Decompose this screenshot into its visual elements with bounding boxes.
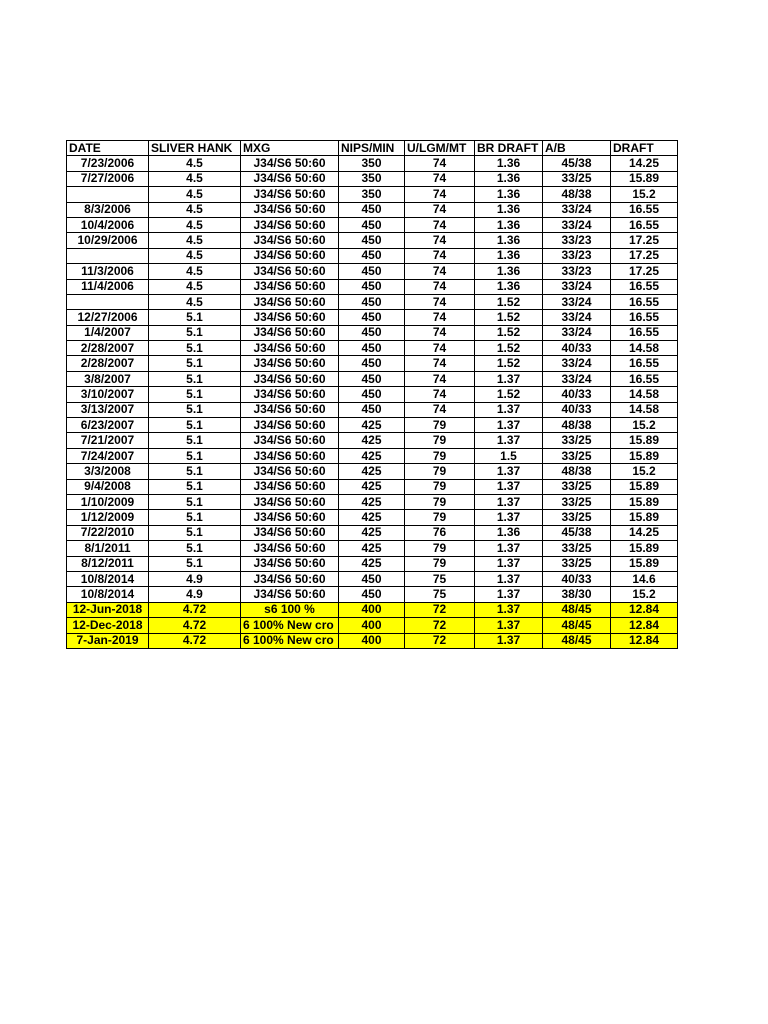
nips-min-cell[interactable]: 425: [339, 433, 405, 448]
nips-min-cell[interactable]: 425: [339, 418, 405, 433]
date-cell[interactable]: 1/12/2009: [67, 510, 149, 525]
mxg-cell[interactable]: J34/S6 50:60: [241, 433, 339, 448]
a-b-cell[interactable]: 33/25: [543, 448, 611, 463]
u-lgm-mt-cell[interactable]: 79: [405, 541, 475, 556]
table-row: [67, 448, 678, 463]
u-lgm-mt-cell[interactable]: 74: [405, 341, 475, 356]
header-mxg[interactable]: MXG: [241, 141, 339, 156]
u-lgm-mt-cell[interactable]: 79: [405, 448, 475, 463]
sliver-hank-cell[interactable]: 4.9: [149, 571, 241, 586]
u-lgm-mt-cell[interactable]: 79: [405, 510, 475, 525]
draft-cell[interactable]: 12.84: [611, 618, 678, 633]
draft-cell[interactable]: 15.89: [611, 541, 678, 556]
table-row: [67, 356, 678, 371]
mxg-cell[interactable]: J34/S6 50:60: [241, 325, 339, 340]
draft-cell[interactable]: 16.55: [611, 310, 678, 325]
u-lgm-mt-cell[interactable]: 74: [405, 217, 475, 232]
sliver-hank-cell[interactable]: 5.1: [149, 418, 241, 433]
table-row: [67, 171, 678, 186]
mxg-cell[interactable]: J34/S6 50:60: [241, 264, 339, 279]
table-row: [67, 525, 678, 540]
date-cell[interactable]: 2/28/2007: [67, 356, 149, 371]
mxg-cell[interactable]: J34/S6 50:60: [241, 587, 339, 602]
mxg-cell[interactable]: J34/S6 50:60: [241, 156, 339, 171]
sliver-hank-cell[interactable]: 4.72: [149, 602, 241, 617]
sliver-hank-cell[interactable]: 4.72: [149, 633, 241, 648]
draft-cell[interactable]: 12.84: [611, 633, 678, 648]
table-row: [67, 371, 678, 386]
nips-min-cell[interactable]: 450: [339, 233, 405, 248]
br-draft-cell[interactable]: 1.37: [475, 556, 543, 571]
sliver-hank-cell[interactable]: 4.9: [149, 587, 241, 602]
date-cell[interactable]: 11/3/2006: [67, 264, 149, 279]
a-b-cell[interactable]: 40/33: [543, 387, 611, 402]
u-lgm-mt-cell[interactable]: 79: [405, 556, 475, 571]
header-a-b[interactable]: A/B: [543, 141, 611, 156]
u-lgm-mt-cell[interactable]: 74: [405, 402, 475, 417]
draft-cell[interactable]: 15.89: [611, 171, 678, 186]
table-row: [67, 310, 678, 325]
date-cell[interactable]: 7/23/2006: [67, 156, 149, 171]
mxg-cell[interactable]: J34/S6 50:60: [241, 217, 339, 232]
br-draft-cell[interactable]: 1.5: [475, 448, 543, 463]
a-b-cell[interactable]: 48/38: [543, 464, 611, 479]
nips-min-cell[interactable]: 425: [339, 494, 405, 509]
a-b-cell[interactable]: 33/24: [543, 371, 611, 386]
sliver-hank-cell[interactable]: 5.1: [149, 341, 241, 356]
sliver-hank-cell[interactable]: 5.1: [149, 371, 241, 386]
mxg-cell[interactable]: J34/S6 50:60: [241, 233, 339, 248]
br-draft-cell[interactable]: 1.37: [475, 402, 543, 417]
table-row: [67, 633, 678, 648]
table-row: [67, 156, 678, 171]
br-draft-cell[interactable]: 1.36: [475, 264, 543, 279]
br-draft-cell[interactable]: 1.52: [475, 310, 543, 325]
date-cell[interactable]: 8/12/2011: [67, 556, 149, 571]
u-lgm-mt-cell[interactable]: 79: [405, 494, 475, 509]
table-body: [67, 156, 678, 649]
sliver-hank-cell[interactable]: 4.5: [149, 187, 241, 202]
draft-cell[interactable]: 14.58: [611, 402, 678, 417]
nips-min-cell[interactable]: 450: [339, 294, 405, 309]
u-lgm-mt-cell[interactable]: 74: [405, 171, 475, 186]
date-cell[interactable]: 3/13/2007: [67, 402, 149, 417]
date-cell[interactable]: 12-Jun-2018: [67, 602, 149, 617]
table-row: [67, 510, 678, 525]
br-draft-cell[interactable]: 1.37: [475, 602, 543, 617]
nips-min-cell[interactable]: 425: [339, 541, 405, 556]
u-lgm-mt-cell[interactable]: 72: [405, 618, 475, 633]
a-b-cell[interactable]: 33/24: [543, 310, 611, 325]
br-draft-cell[interactable]: 1.36: [475, 248, 543, 263]
sliver-hank-cell[interactable]: 4.5: [149, 233, 241, 248]
a-b-cell[interactable]: 33/25: [543, 556, 611, 571]
draft-cell[interactable]: 15.89: [611, 448, 678, 463]
nips-min-cell[interactable]: 425: [339, 525, 405, 540]
nips-min-cell[interactable]: 450: [339, 325, 405, 340]
a-b-cell[interactable]: 33/25: [543, 494, 611, 509]
date-cell[interactable]: 3/3/2008: [67, 464, 149, 479]
draft-cell[interactable]: 16.55: [611, 325, 678, 340]
draft-cell[interactable]: 15.89: [611, 494, 678, 509]
table-row: [67, 294, 678, 309]
mxg-cell[interactable]: J34/S6 50:60: [241, 571, 339, 586]
sliver-hank-cell[interactable]: 5.1: [149, 387, 241, 402]
a-b-cell[interactable]: 33/24: [543, 325, 611, 340]
a-b-cell[interactable]: 33/24: [543, 294, 611, 309]
nips-min-cell[interactable]: 400: [339, 618, 405, 633]
a-b-cell[interactable]: 48/38: [543, 187, 611, 202]
a-b-cell[interactable]: 38/30: [543, 587, 611, 602]
u-lgm-mt-cell[interactable]: 74: [405, 202, 475, 217]
sliver-hank-cell[interactable]: 4.72: [149, 618, 241, 633]
draft-cell[interactable]: 16.55: [611, 202, 678, 217]
mxg-cell[interactable]: J34/S6 50:60: [241, 187, 339, 202]
mxg-cell[interactable]: J34/S6 50:60: [241, 556, 339, 571]
u-lgm-mt-cell[interactable]: 79: [405, 418, 475, 433]
header-draft[interactable]: DRAFT: [611, 141, 678, 156]
br-draft-cell[interactable]: 1.52: [475, 387, 543, 402]
nips-min-cell[interactable]: 450: [339, 217, 405, 232]
nips-min-cell[interactable]: 450: [339, 279, 405, 294]
table-row: [67, 217, 678, 232]
a-b-cell[interactable]: 40/33: [543, 571, 611, 586]
br-draft-cell[interactable]: 1.52: [475, 341, 543, 356]
br-draft-cell[interactable]: 1.37: [475, 479, 543, 494]
sliver-hank-cell[interactable]: 4.5: [149, 264, 241, 279]
u-lgm-mt-cell[interactable]: 74: [405, 356, 475, 371]
u-lgm-mt-cell[interactable]: 72: [405, 602, 475, 617]
sliver-hank-cell[interactable]: 5.1: [149, 479, 241, 494]
sliver-hank-cell[interactable]: 4.5: [149, 156, 241, 171]
br-draft-cell[interactable]: 1.36: [475, 187, 543, 202]
header-nips-min[interactable]: NIPS/MIN: [339, 141, 405, 156]
a-b-cell[interactable]: 33/23: [543, 233, 611, 248]
sliver-hank-cell[interactable]: 4.5: [149, 279, 241, 294]
sliver-hank-cell[interactable]: 4.5: [149, 217, 241, 232]
nips-min-cell[interactable]: 450: [339, 387, 405, 402]
br-draft-cell[interactable]: 1.37: [475, 541, 543, 556]
mxg-cell[interactable]: J34/S6 50:60: [241, 387, 339, 402]
sliver-hank-cell[interactable]: 5.1: [149, 402, 241, 417]
table-row: [67, 202, 678, 217]
date-cell[interactable]: 2/28/2007: [67, 341, 149, 356]
nips-min-cell[interactable]: 450: [339, 571, 405, 586]
draft-cell[interactable]: 17.25: [611, 233, 678, 248]
u-lgm-mt-cell[interactable]: 74: [405, 310, 475, 325]
mxg-cell[interactable]: 6 100% New cro: [241, 618, 339, 633]
br-draft-cell[interactable]: 1.37: [475, 464, 543, 479]
u-lgm-mt-cell[interactable]: 72: [405, 633, 475, 648]
u-lgm-mt-cell[interactable]: 75: [405, 571, 475, 586]
draft-cell[interactable]: 16.55: [611, 356, 678, 371]
a-b-cell[interactable]: 33/25: [543, 510, 611, 525]
draft-cell[interactable]: 16.55: [611, 294, 678, 309]
draft-cell[interactable]: 17.25: [611, 248, 678, 263]
a-b-cell[interactable]: 48/45: [543, 618, 611, 633]
date-cell[interactable]: 8/3/2006: [67, 202, 149, 217]
mxg-cell[interactable]: J34/S6 50:60: [241, 464, 339, 479]
nips-min-cell[interactable]: 350: [339, 171, 405, 186]
table-row: [67, 494, 678, 509]
table-row: [67, 233, 678, 248]
mxg-cell[interactable]: J34/S6 50:60: [241, 294, 339, 309]
nips-min-cell[interactable]: 450: [339, 341, 405, 356]
draft-cell[interactable]: 16.55: [611, 279, 678, 294]
sliver-hank-cell[interactable]: 4.5: [149, 171, 241, 186]
mxg-cell[interactable]: J34/S6 50:60: [241, 371, 339, 386]
date-cell[interactable]: 10/8/2014: [67, 587, 149, 602]
mxg-cell[interactable]: J34/S6 50:60: [241, 448, 339, 463]
table-row: [67, 279, 678, 294]
date-cell[interactable]: 10/4/2006: [67, 217, 149, 232]
br-draft-cell[interactable]: 1.36: [475, 171, 543, 186]
sliver-hank-cell[interactable]: 4.5: [149, 294, 241, 309]
br-draft-cell[interactable]: 1.37: [475, 587, 543, 602]
nips-min-cell[interactable]: 350: [339, 156, 405, 171]
draft-cell[interactable]: 12.84: [611, 602, 678, 617]
draft-cell[interactable]: 14.6: [611, 571, 678, 586]
nips-min-cell[interactable]: 450: [339, 587, 405, 602]
table-row: [67, 325, 678, 340]
nips-min-cell[interactable]: 425: [339, 556, 405, 571]
draft-cell[interactable]: 16.55: [611, 371, 678, 386]
u-lgm-mt-cell[interactable]: 74: [405, 156, 475, 171]
br-draft-cell[interactable]: 1.36: [475, 217, 543, 232]
nips-min-cell[interactable]: 450: [339, 202, 405, 217]
date-cell[interactable]: 3/10/2007: [67, 387, 149, 402]
br-draft-cell[interactable]: 1.37: [475, 510, 543, 525]
br-draft-cell[interactable]: 1.52: [475, 356, 543, 371]
a-b-cell[interactable]: 33/25: [543, 171, 611, 186]
date-cell[interactable]: [67, 248, 149, 263]
br-draft-cell[interactable]: 1.36: [475, 525, 543, 540]
u-lgm-mt-cell[interactable]: 74: [405, 248, 475, 263]
table-row: [67, 479, 678, 494]
mxg-cell[interactable]: J34/S6 50:60: [241, 279, 339, 294]
sliver-hank-cell[interactable]: 5.1: [149, 541, 241, 556]
draft-cell[interactable]: 15.89: [611, 556, 678, 571]
date-cell[interactable]: 7/24/2007: [67, 448, 149, 463]
u-lgm-mt-cell[interactable]: 79: [405, 479, 475, 494]
date-cell[interactable]: 7/27/2006: [67, 171, 149, 186]
sliver-hank-cell[interactable]: 5.1: [149, 494, 241, 509]
u-lgm-mt-cell[interactable]: 74: [405, 187, 475, 202]
date-cell[interactable]: 12/27/2006: [67, 310, 149, 325]
table-row: [67, 602, 678, 617]
date-cell[interactable]: 7/21/2007: [67, 433, 149, 448]
mxg-cell[interactable]: J34/S6 50:60: [241, 494, 339, 509]
u-lgm-mt-cell[interactable]: 74: [405, 325, 475, 340]
u-lgm-mt-cell[interactable]: 74: [405, 233, 475, 248]
br-draft-cell[interactable]: 1.37: [475, 371, 543, 386]
br-draft-cell[interactable]: 1.36: [475, 279, 543, 294]
a-b-cell[interactable]: 48/45: [543, 602, 611, 617]
a-b-cell[interactable]: 33/24: [543, 202, 611, 217]
br-draft-cell[interactable]: 1.37: [475, 494, 543, 509]
date-cell[interactable]: [67, 294, 149, 309]
table-row: [67, 341, 678, 356]
mxg-cell[interactable]: J34/S6 50:60: [241, 341, 339, 356]
table-row: [67, 418, 678, 433]
a-b-cell[interactable]: 45/38: [543, 156, 611, 171]
u-lgm-mt-cell[interactable]: 79: [405, 433, 475, 448]
draft-cell[interactable]: 14.58: [611, 341, 678, 356]
mxg-cell[interactable]: J34/S6 50:60: [241, 202, 339, 217]
a-b-cell[interactable]: 33/23: [543, 248, 611, 263]
nips-min-cell[interactable]: 450: [339, 356, 405, 371]
a-b-cell[interactable]: 40/33: [543, 341, 611, 356]
draft-cell[interactable]: 15.89: [611, 433, 678, 448]
u-lgm-mt-cell[interactable]: 74: [405, 264, 475, 279]
sliver-hank-cell[interactable]: 5.1: [149, 433, 241, 448]
a-b-cell[interactable]: 33/24: [543, 217, 611, 232]
br-draft-cell[interactable]: 1.52: [475, 294, 543, 309]
sliver-hank-cell[interactable]: 5.1: [149, 310, 241, 325]
br-draft-cell[interactable]: 1.37: [475, 571, 543, 586]
table-row: [67, 571, 678, 586]
u-lgm-mt-cell[interactable]: 76: [405, 525, 475, 540]
draft-cell[interactable]: 15.2: [611, 418, 678, 433]
br-draft-cell[interactable]: 1.36: [475, 233, 543, 248]
date-cell[interactable]: [67, 187, 149, 202]
table-row: [67, 402, 678, 417]
a-b-cell[interactable]: 33/23: [543, 264, 611, 279]
mxg-cell[interactable]: J34/S6 50:60: [241, 541, 339, 556]
table-row: [67, 464, 678, 479]
mxg-cell[interactable]: J34/S6 50:60: [241, 356, 339, 371]
nips-min-cell[interactable]: 425: [339, 510, 405, 525]
draft-cell[interactable]: 15.2: [611, 587, 678, 602]
header-u-lgm-mt[interactable]: U/LGM/MT: [405, 141, 475, 156]
br-draft-cell[interactable]: 1.37: [475, 418, 543, 433]
mxg-cell[interactable]: J34/S6 50:60: [241, 510, 339, 525]
a-b-cell[interactable]: 48/45: [543, 633, 611, 648]
br-draft-cell[interactable]: 1.37: [475, 618, 543, 633]
sliver-hank-cell[interactable]: 5.1: [149, 448, 241, 463]
table-row: [67, 541, 678, 556]
a-b-cell[interactable]: 45/38: [543, 525, 611, 540]
date-cell[interactable]: 1/4/2007: [67, 325, 149, 340]
nips-min-cell[interactable]: 450: [339, 371, 405, 386]
nips-min-cell[interactable]: 425: [339, 448, 405, 463]
u-lgm-mt-cell[interactable]: 74: [405, 371, 475, 386]
mxg-cell[interactable]: J34/S6 50:60: [241, 418, 339, 433]
a-b-cell[interactable]: 40/33: [543, 402, 611, 417]
table-row: [67, 433, 678, 448]
nips-min-cell[interactable]: 400: [339, 633, 405, 648]
date-cell[interactable]: 10/29/2006: [67, 233, 149, 248]
mxg-cell[interactable]: J34/S6 50:60: [241, 171, 339, 186]
date-cell[interactable]: 8/1/2011: [67, 541, 149, 556]
a-b-cell[interactable]: 33/25: [543, 479, 611, 494]
sliver-hank-cell[interactable]: 4.5: [149, 202, 241, 217]
br-draft-cell[interactable]: 1.37: [475, 633, 543, 648]
nips-min-cell[interactable]: 400: [339, 602, 405, 617]
br-draft-cell[interactable]: 1.37: [475, 433, 543, 448]
table-row: [67, 587, 678, 602]
spreadsheet-table: [66, 140, 678, 649]
draft-cell[interactable]: 17.25: [611, 264, 678, 279]
header-sliver-hank[interactable]: SLIVER HANK: [149, 141, 241, 156]
table-row: [67, 248, 678, 263]
date-cell[interactable]: 7-Jan-2019: [67, 633, 149, 648]
a-b-cell[interactable]: 33/25: [543, 541, 611, 556]
header-row: [67, 141, 678, 156]
u-lgm-mt-cell[interactable]: 75: [405, 587, 475, 602]
mxg-cell[interactable]: J34/S6 50:60: [241, 310, 339, 325]
br-draft-cell[interactable]: 1.52: [475, 325, 543, 340]
table-row: [67, 387, 678, 402]
date-cell[interactable]: 1/10/2009: [67, 494, 149, 509]
sliver-hank-cell[interactable]: 5.1: [149, 464, 241, 479]
sliver-hank-cell[interactable]: 5.1: [149, 510, 241, 525]
a-b-cell[interactable]: 48/38: [543, 418, 611, 433]
draft-cell[interactable]: 14.25: [611, 525, 678, 540]
sliver-hank-cell[interactable]: 5.1: [149, 325, 241, 340]
table-row: [67, 618, 678, 633]
header-date[interactable]: DATE: [67, 141, 149, 156]
draft-cell[interactable]: 14.25: [611, 156, 678, 171]
table-row: [67, 264, 678, 279]
mxg-cell[interactable]: J34/S6 50:60: [241, 479, 339, 494]
br-draft-cell[interactable]: 1.36: [475, 156, 543, 171]
nips-min-cell[interactable]: 450: [339, 264, 405, 279]
date-cell[interactable]: 6/23/2007: [67, 418, 149, 433]
nips-min-cell[interactable]: 425: [339, 464, 405, 479]
mxg-cell[interactable]: J34/S6 50:60: [241, 248, 339, 263]
draft-cell[interactable]: 16.55: [611, 217, 678, 232]
u-lgm-mt-cell[interactable]: 74: [405, 294, 475, 309]
mxg-cell[interactable]: J34/S6 50:60: [241, 402, 339, 417]
nips-min-cell[interactable]: 450: [339, 402, 405, 417]
draft-cell[interactable]: 15.2: [611, 187, 678, 202]
a-b-cell[interactable]: 33/25: [543, 433, 611, 448]
sliver-hank-cell[interactable]: 5.1: [149, 556, 241, 571]
table-row: [67, 556, 678, 571]
table-row: [67, 187, 678, 202]
date-cell[interactable]: 9/4/2008: [67, 479, 149, 494]
u-lgm-mt-cell[interactable]: 74: [405, 279, 475, 294]
sliver-hank-cell[interactable]: 5.1: [149, 356, 241, 371]
nips-min-cell[interactable]: 450: [339, 248, 405, 263]
header-br-draft[interactable]: BR DRAFT: [475, 141, 543, 156]
nips-min-cell[interactable]: 350: [339, 187, 405, 202]
draft-cell[interactable]: 15.2: [611, 464, 678, 479]
mxg-cell[interactable]: 6 100% New cro: [241, 633, 339, 648]
date-cell[interactable]: 7/22/2010: [67, 525, 149, 540]
u-lgm-mt-cell[interactable]: 74: [405, 387, 475, 402]
date-cell[interactable]: 10/8/2014: [67, 571, 149, 586]
br-draft-cell[interactable]: 1.36: [475, 202, 543, 217]
sliver-hank-cell[interactable]: 4.5: [149, 248, 241, 263]
mxg-cell[interactable]: s6 100 %: [241, 602, 339, 617]
u-lgm-mt-cell[interactable]: 79: [405, 464, 475, 479]
draft-cell[interactable]: 15.89: [611, 479, 678, 494]
date-cell[interactable]: 11/4/2006: [67, 279, 149, 294]
nips-min-cell[interactable]: 450: [339, 310, 405, 325]
date-cell[interactable]: 12-Dec-2018: [67, 618, 149, 633]
draft-cell[interactable]: 15.89: [611, 510, 678, 525]
sliver-hank-cell[interactable]: 5.1: [149, 525, 241, 540]
a-b-cell[interactable]: 33/24: [543, 279, 611, 294]
a-b-cell[interactable]: 33/24: [543, 356, 611, 371]
nips-min-cell[interactable]: 425: [339, 479, 405, 494]
mxg-cell[interactable]: J34/S6 50:60: [241, 525, 339, 540]
draft-cell[interactable]: 14.58: [611, 387, 678, 402]
date-cell[interactable]: 3/8/2007: [67, 371, 149, 386]
